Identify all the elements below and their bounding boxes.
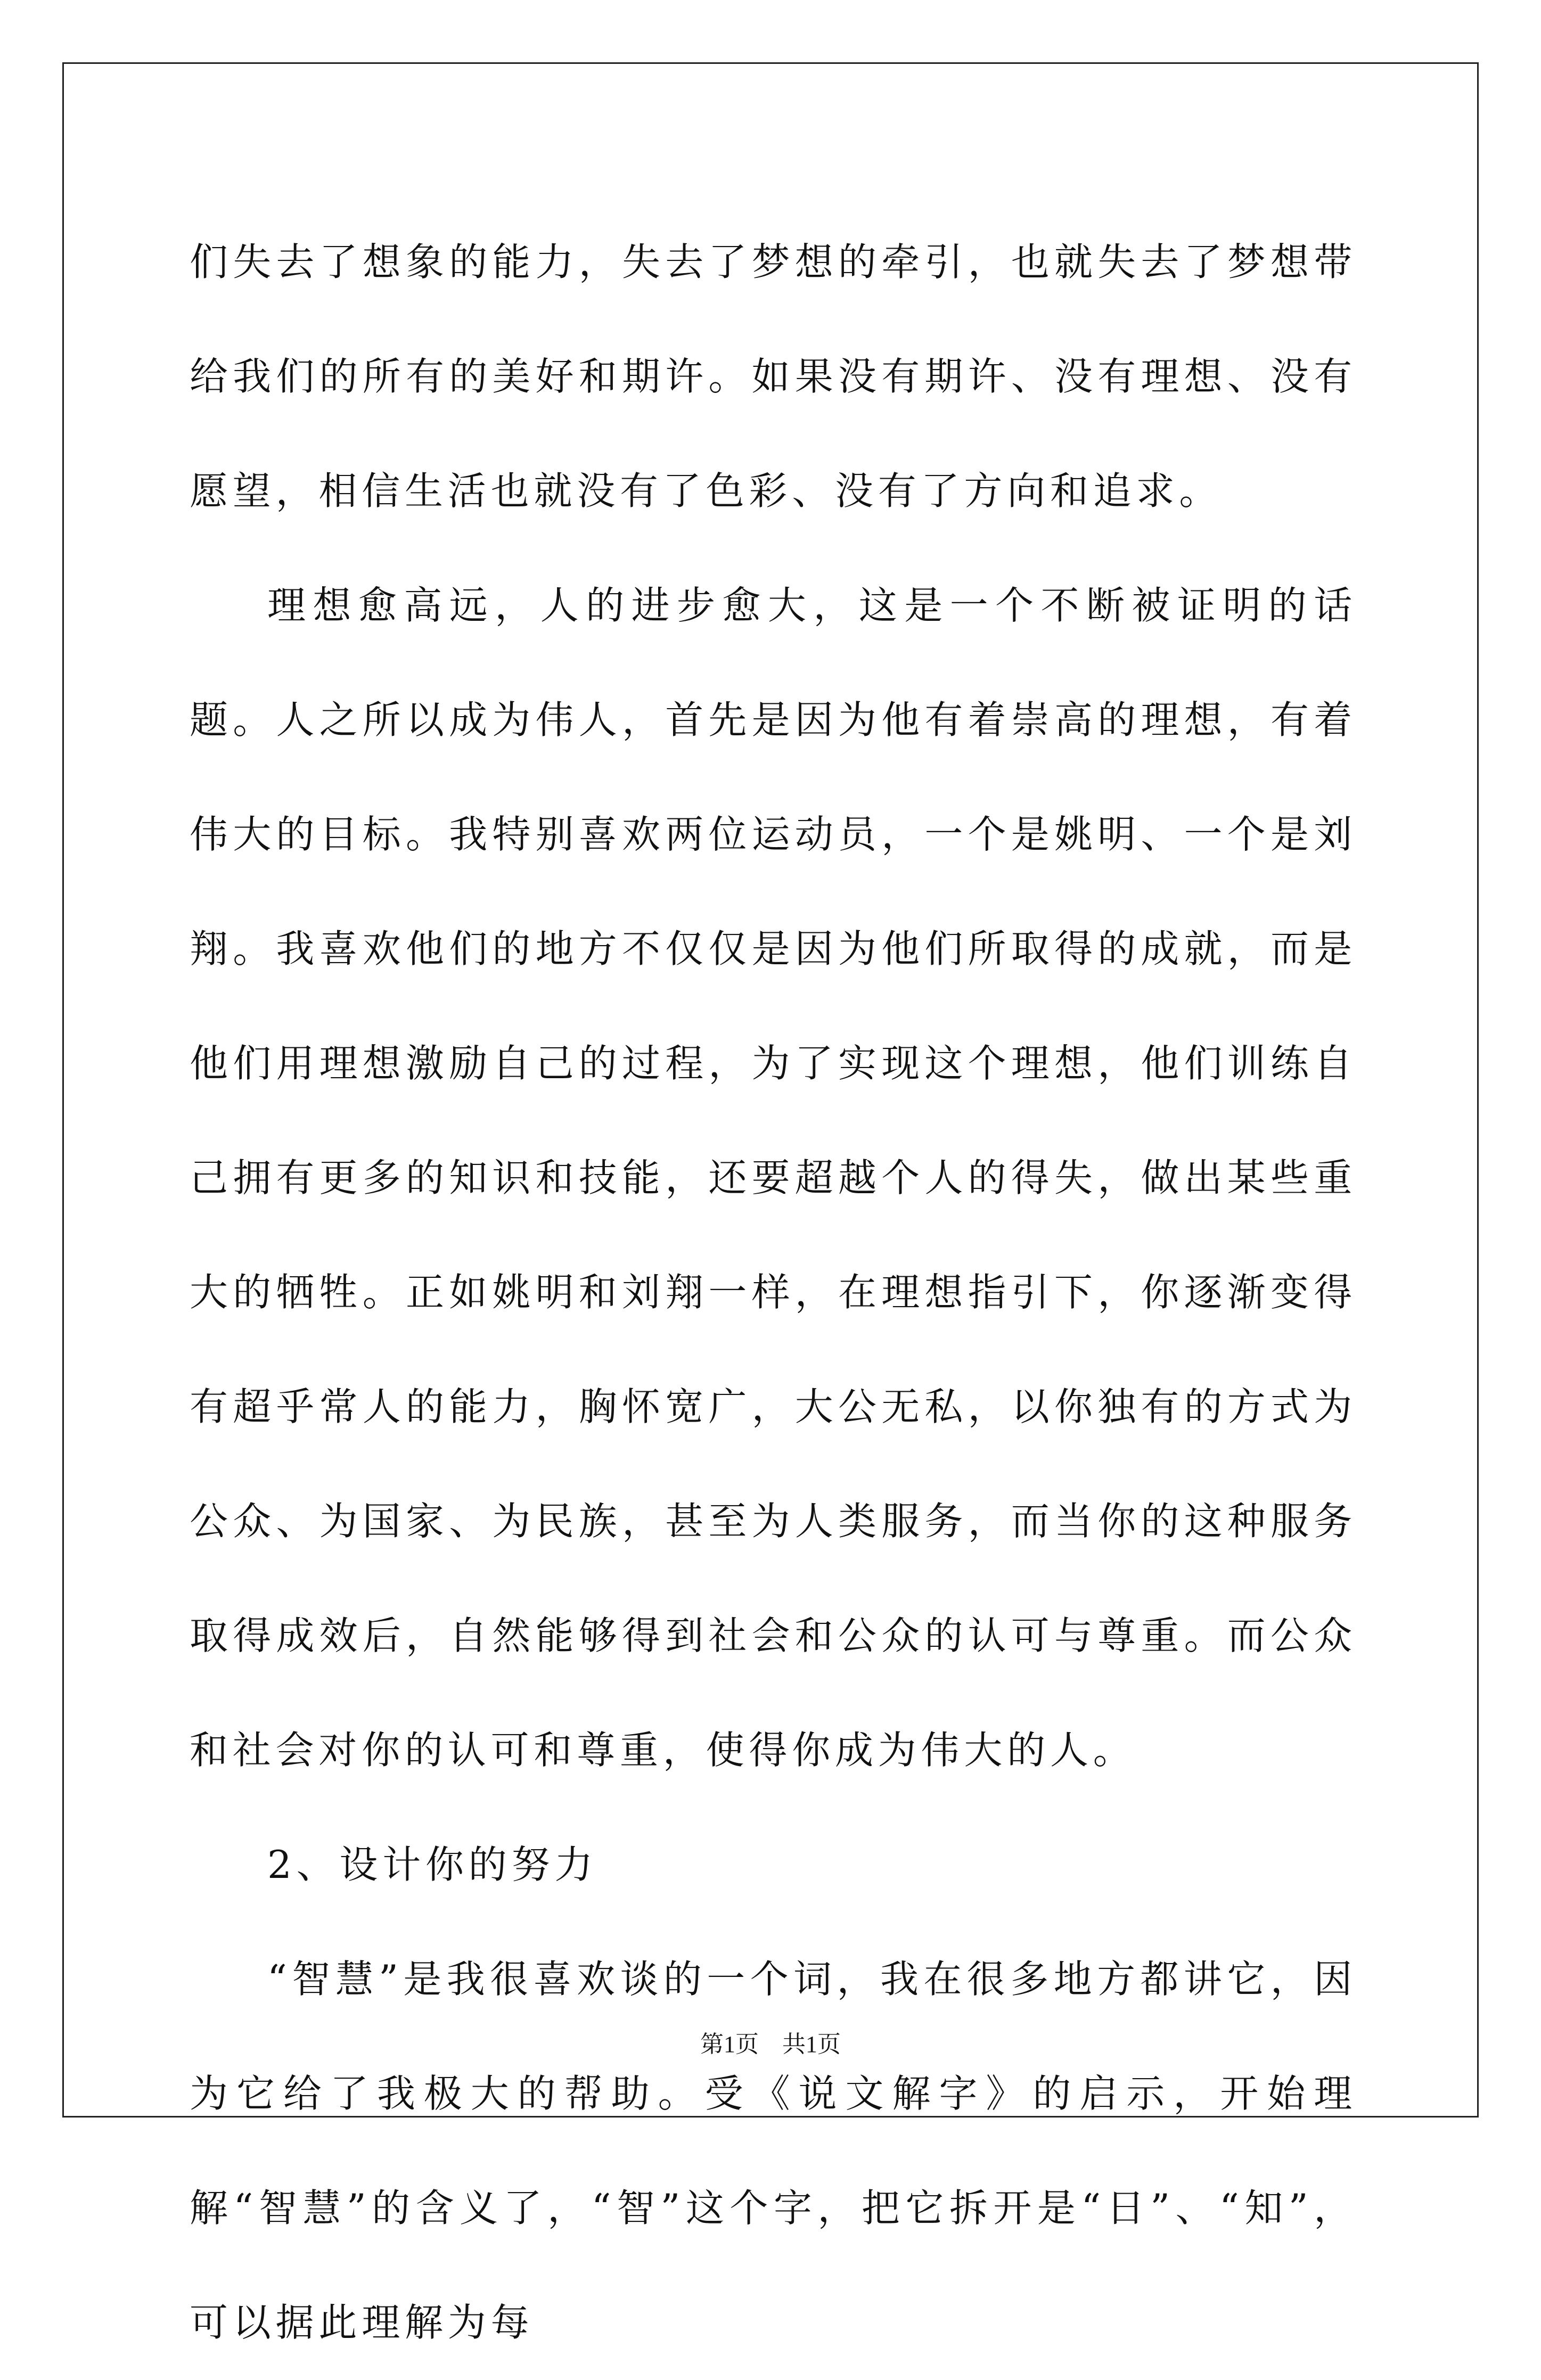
paragraph-2: 理想愈高远，人的进步愈大，这是一个不断被证明的话题。人之所以成为伟人，首先是因为他有着崇高的理想，有着伟大的目标。我特别喜欢两位运动员，一个是姚明、一个是刘翔。我喜欢他们的地方不仅仅是因为他们所取得的成就，而是他们用理想激励自己的过程，为了实现这个理想，他们训练自己拥有更多的知识和技能，还要超越个人的得失，做出某些重大的牺牲。正如姚明和刘翔一样，在理想指引下，你逐渐变得有超乎常人的能力，胸怀宽广，大公无私，以你独有的方式为公众、为国家、为民族，甚至为人类服务，而当你的这种服务取得成效后，自然能够得到社会和公众的认可与尊重。而公众和社会对你的认可和尊重，使得你成为伟大的人。	[190, 583, 1357, 1772]
section-heading: 2、设计你的努力	[267, 1842, 598, 1887]
paragraph-1: 们失去了想象的能力，失去了梦想的牵引，也就失去了梦想带给我们的所有的美好和期许。如果没有期许、没有理想、没有愿望，相信生活也就没有了色彩、没有了方向和追求。	[190, 240, 1357, 513]
paragraph-3: “智慧”是我很喜欢谈的一个词，我在很多地方都讲它，因为它给了我极大的帮助。受《说文解字》的启示，开始理解“智慧”的含义了，“智”这个字，把它拆开是“日”、“知”，可以据此理解为每	[190, 1957, 1357, 2345]
page-number: 第1页 共1页	[700, 2031, 841, 2057]
